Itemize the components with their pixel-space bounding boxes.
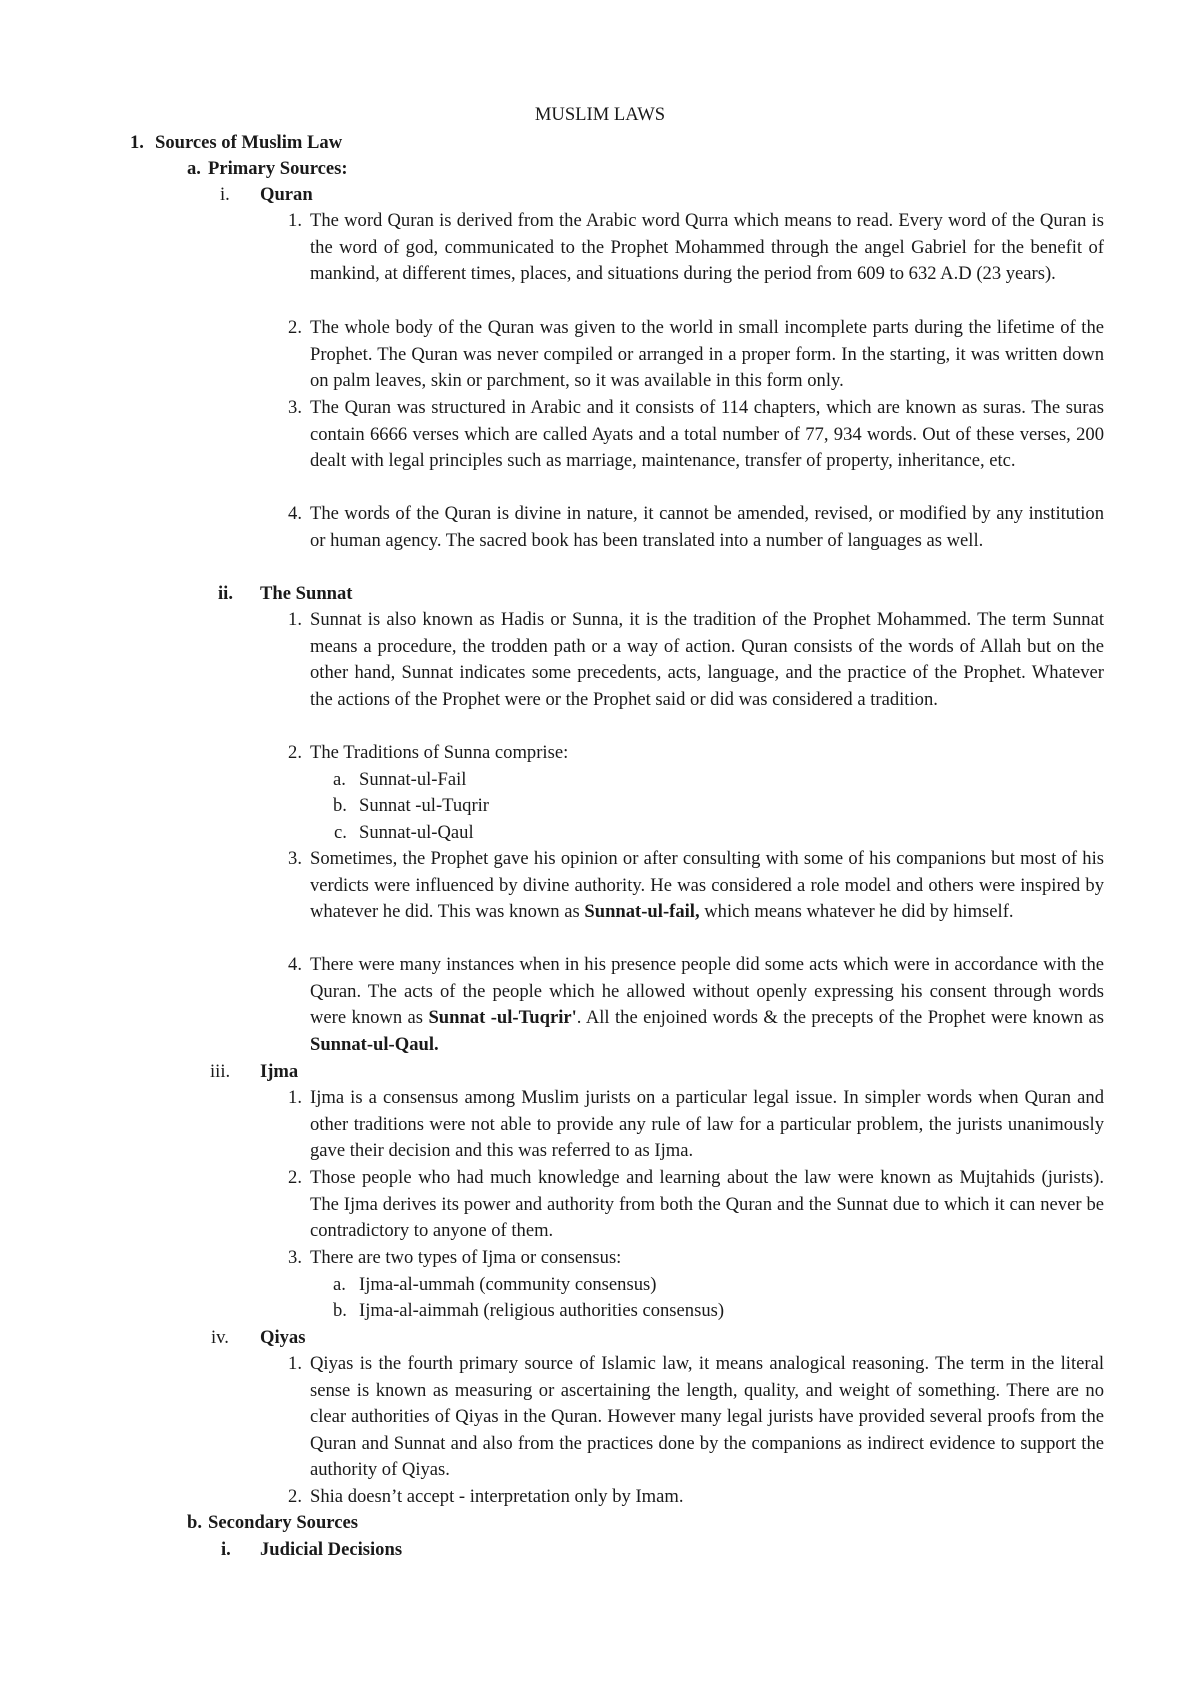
sunnat-item-3-text-end: which means whatever he did by himself. <box>699 901 1014 923</box>
subsection-title: Primary Sources: <box>208 158 348 179</box>
sub-marker: a. <box>333 769 346 790</box>
term-sunnat-ul-qaul: Sunnat-ul-Qaul. <box>310 1033 439 1055</box>
list-number: 1. <box>288 609 302 630</box>
ijma-item-2: Those people who had much knowledge and learning about the law were known as Mujtahids (jurists). The Ijma derives its power and authority from both the Quran and the Sunnat due to which it can never be contradictory to anyone of them. <box>310 1167 1104 1242</box>
ijma-item-1: Ijma is a consensus among Muslim jurists on a particular legal issue. In simpler words when Quran and other traditions were not able to provide any rule of law for a particular problem, the jurists unanimously gave their decision and this was referred to as Ijma. <box>310 1087 1104 1162</box>
list-number: 1. <box>288 1087 302 1108</box>
sunnat-item-2: The Traditions of Sunna comprise: <box>310 742 569 763</box>
sunnat-item-4 <box>310 952 1104 1058</box>
topic-title: Qiyas <box>260 1327 306 1348</box>
list-number: 3. <box>288 848 302 869</box>
sub-text: Sunnat-ul-Qaul <box>359 822 474 843</box>
sunnat-item-3-text: Sometimes, the Prophet gave his opinion or after consulting with some of his companions but most of his verdicts were influenced by divine authority. He was considered a role model and others were inspired by whatever he did. This was known as <box>310 848 1104 923</box>
sunnat-item-4-text-mid: . All the enjoined words & the precepts of the Prophet were known as <box>576 1007 1104 1029</box>
qiyas-item-2: Shia doesn’t accept - interpretation only by Imam. <box>310 1486 684 1507</box>
qiyas-item-1: Qiyas is the fourth primary source of Islamic law, it means analogical reasoning. The term in the literal sense is known as measuring or ascertaining the length, quality, and weight of something. There are no clear authorities of Qiyas in the Quran. However many legal jurists have provided several proofs from the Quran and Sunnat and also from the practices done by the companions as indirect evidence to support the authority of Qiyas. <box>310 1353 1104 1481</box>
list-number: 2. <box>288 742 302 763</box>
sub-marker: b. <box>333 1300 347 1321</box>
list-number: 3. <box>288 397 302 418</box>
list-number: 2. <box>288 1167 302 1188</box>
list-number: 4. <box>288 503 302 524</box>
subsection-marker: b. <box>187 1512 202 1533</box>
section-title: Sources of Muslim Law <box>155 132 343 153</box>
list-number: 1. <box>288 1353 302 1374</box>
topic-marker: iv. <box>211 1327 229 1348</box>
section-marker: 1. <box>130 132 144 153</box>
term-sunnat-ul-tuqrir: Sunnat -ul-Tuqrir' <box>428 1007 577 1029</box>
topic-marker: i. <box>220 184 230 205</box>
sunnat-item-3 <box>310 846 1104 926</box>
sunnat-item-1: Sunnat is also known as Hadis or Sunna, it is the tradition of the Prophet Mohammed. The term Sunnat means a procedure, the trodden path or a way of action. Quran consists of the words of Allah but on the other hand, Sunnat indicates some precedents, acts, language, and the practice of the Prophet. Whatever the actions of the Prophet were or the Prophet said or did was considered a tradition. <box>310 609 1104 710</box>
quran-item-2: The whole body of the Quran was given to the world in small incomplete parts during the lifetime of the Prophet. The Quran was never compiled or arranged in a proper form. In the starting, it was written down on palm leaves, skin or parchment, so it was available in this form only. <box>310 317 1104 392</box>
sub-text: Sunnat-ul-Fail <box>359 769 467 790</box>
topic-title: Ijma <box>260 1061 299 1082</box>
topic-marker: ii. <box>218 583 233 604</box>
quran-item-3: The Quran was structured in Arabic and it consists of 114 chapters, which are known as suras. The suras contain 6666 verses which are called Ayats and a total number of 77, 934 words. Out of these verses, 200 dealt with legal principles such as marriage, maintenance, transfer of property, inheritance, etc. <box>310 397 1104 472</box>
topic-marker: i. <box>221 1539 231 1560</box>
topic-title: Judicial Decisions <box>260 1539 403 1560</box>
term-sunnat-ul-fail: Sunnat-ul-fail, <box>584 901 700 923</box>
topic-title: The Sunnat <box>260 583 353 604</box>
sub-marker: c. <box>334 822 347 843</box>
sub-text: Ijma-al-aimmah (religious authorities consensus) <box>359 1300 725 1321</box>
sub-text: Sunnat -ul-Tuqrir <box>359 795 489 816</box>
list-number: 1. <box>288 210 302 231</box>
sunnat-item-4-text: There were many instances when in his presence people did some acts which were in accordance with the Quran. The acts of the people which he allowed without openly expressing his consent through words were known as <box>310 954 1104 1029</box>
subsection-marker: a. <box>187 158 201 179</box>
list-number: 2. <box>288 317 302 338</box>
subsection-title: Secondary Sources <box>208 1512 358 1533</box>
ijma-item-3: There are two types of Ijma or consensus: <box>310 1247 622 1268</box>
sub-marker: b. <box>333 795 347 816</box>
topic-title: Quran <box>260 184 313 205</box>
list-number: 3. <box>288 1247 302 1268</box>
document-title: MUSLIM LAWS <box>534 104 666 125</box>
sub-marker: a. <box>333 1274 346 1295</box>
topic-marker: iii. <box>210 1061 231 1082</box>
list-number: 2. <box>288 1486 302 1507</box>
quran-item-4: The words of the Quran is divine in nature, it cannot be amended, revised, or modified by any institution or human agency. The sacred book has been translated into a number of languages as well. <box>310 503 1104 551</box>
quran-item-1: The word Quran is derived from the Arabic word Qurra which means to read. Every word of the Quran is the word of god, communicated to the Prophet Mohammed through the angel Gabriel for the benefit of mankind, at different times, places, and situations during the period from 609 to 632 A.D (23 years). <box>310 210 1104 285</box>
sub-text: Ijma-al-ummah (community consensus) <box>359 1274 657 1295</box>
list-number: 4. <box>288 954 302 975</box>
